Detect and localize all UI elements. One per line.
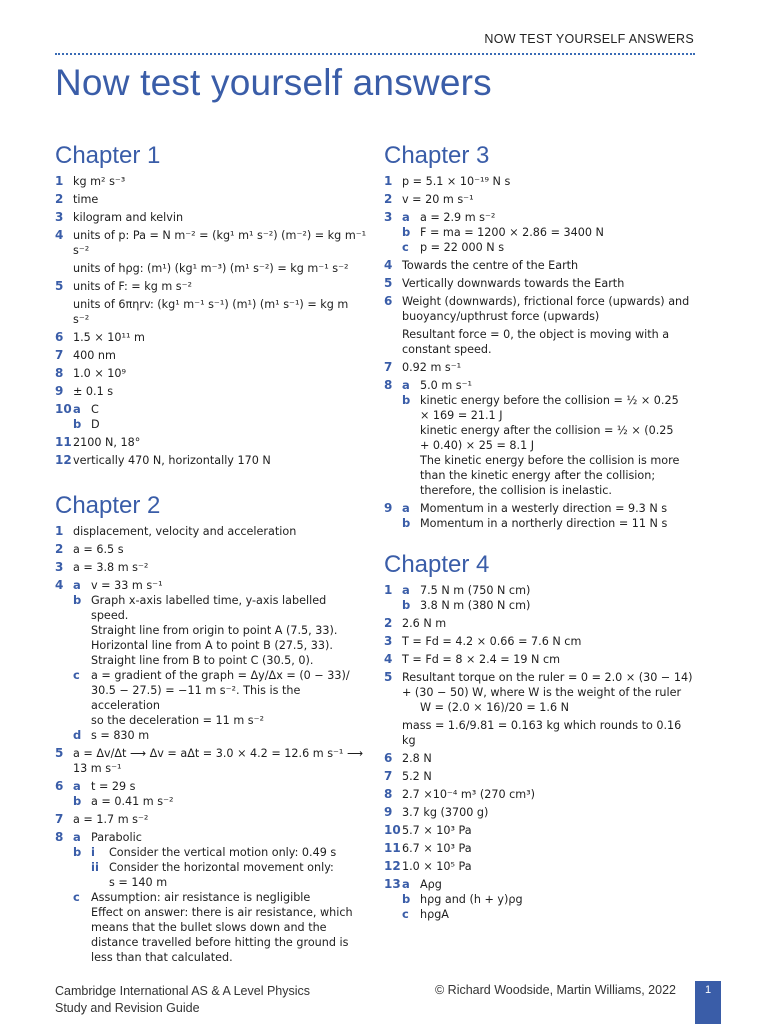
answer-text: Consider the horizontal movement only: (109, 861, 334, 874)
footer-book-title (55, 983, 310, 1017)
answer-line (55, 683, 367, 713)
footer-copyright: © Richard Woodside, Martin Williams, 2022 (434, 983, 676, 997)
answer-text: D (91, 418, 100, 431)
answer-text: + (30 − 50) W, where W is the weight of the ruler (402, 686, 682, 699)
answer-line (384, 907, 696, 922)
question-number: 3 (55, 210, 64, 224)
question-number: 8 (55, 830, 64, 844)
answer-line (384, 258, 696, 273)
part-letter: a (73, 402, 81, 416)
question-number: 4 (384, 652, 393, 666)
answer-line (55, 542, 367, 557)
part-letter: a (73, 779, 81, 793)
answer-text: means that the bullet slows down and the (91, 921, 327, 934)
answer-line (55, 779, 367, 794)
question-number: 7 (55, 348, 64, 362)
answer-text: less than that calculated. (91, 951, 233, 964)
part-letter: b (402, 598, 411, 612)
answer-text: Towards the centre of the Earth (402, 259, 579, 272)
answer-text: vertically 470 N, horizontally 170 N (73, 454, 271, 467)
answer-line (384, 276, 696, 291)
dotted-rule (55, 53, 695, 55)
answer-line (384, 174, 696, 189)
answer-line (384, 877, 696, 892)
answer-text: W = (2.0 × 16)/20 = 1.6 N (420, 701, 569, 714)
answer-text: 7.5 N m (750 N cm) (420, 584, 531, 597)
part-letter: b (73, 593, 82, 607)
answer-line (55, 812, 367, 827)
question-number: 8 (384, 787, 393, 801)
answer-line (384, 892, 696, 907)
question-number: 1 (384, 174, 393, 188)
answer-text: therefore, the collision is inelastic. (420, 484, 612, 497)
answer-line (55, 593, 367, 623)
part-letter: c (73, 890, 80, 904)
chapter-section (384, 549, 696, 922)
answer-line (55, 524, 367, 539)
part-letter: b (402, 516, 411, 530)
part-letter: c (402, 907, 409, 921)
answer-text: 30.5 − 27.5) = −11 m s⁻². This is the acceleration (91, 684, 301, 712)
answer-text: 0.92 m s⁻¹ (402, 361, 462, 374)
answer-line (384, 453, 696, 468)
answer-text: displacement, velocity and acceleration (73, 525, 297, 538)
answer-line (384, 501, 696, 516)
answer-text: 3.7 kg (3700 g) (402, 806, 489, 819)
answer-line (384, 327, 696, 342)
part-letter: d (73, 728, 82, 742)
answer-text: p = 22 000 N s (420, 241, 505, 254)
answer-text: units of F: = kg m s⁻² (73, 280, 193, 293)
answer-line (384, 670, 696, 685)
answer-text: 5.2 N (402, 770, 432, 783)
answer-text: constant speed. (402, 343, 492, 356)
answer-text: C (91, 403, 99, 416)
answer-line (55, 830, 367, 845)
answer-text: 13 m s⁻¹ (73, 762, 122, 775)
answer-text: v = 33 m s⁻¹ (91, 579, 163, 592)
answer-text: 6.7 × 10³ Pa (402, 842, 472, 855)
part-letter: a (402, 877, 410, 891)
answer-line (55, 560, 367, 575)
part-letter: c (402, 240, 409, 254)
answer-line (55, 578, 367, 593)
question-number: 9 (55, 384, 64, 398)
answer-line (384, 294, 696, 309)
answer-text: kilogram and kelvin (73, 211, 184, 224)
answer-text: 2.8 N (402, 752, 432, 765)
question-number: 1 (384, 583, 393, 597)
answer-line (384, 700, 696, 715)
question-number: 12 (55, 453, 72, 467)
answer-line (55, 228, 367, 258)
answer-line (55, 860, 367, 875)
part-letter: b (402, 892, 411, 906)
answer-line (55, 668, 367, 683)
answer-line (55, 623, 367, 638)
chapter-section (55, 140, 367, 468)
answer-text: kinetic energy after the collision = ½ × (0.25 (420, 424, 674, 437)
answer-text: Graph x-axis labelled time, y-axis labelled speed. (91, 594, 327, 622)
answer-line (55, 330, 367, 345)
answer-text: kg m² s⁻³ (73, 175, 126, 188)
answer-text: Straight line from origin to point A (7.5, 33). (91, 624, 338, 637)
answer-line (384, 616, 696, 631)
answer-line (384, 309, 696, 324)
answer-line (55, 761, 367, 776)
answer-line (55, 417, 367, 432)
answer-line (384, 583, 696, 598)
answer-text: a = 0.41 m s⁻² (91, 795, 174, 808)
answer-text: Momentum in a westerly direction = 9.3 N s (420, 502, 668, 515)
question-number: 8 (384, 378, 393, 392)
answer-line (55, 794, 367, 809)
chapter-section (55, 490, 367, 965)
answer-line (55, 638, 367, 653)
answer-line (384, 751, 696, 766)
part-letter: b (402, 393, 411, 407)
answer-line (384, 240, 696, 255)
answer-line (384, 805, 696, 820)
question-number: 11 (384, 841, 401, 855)
answer-text: 5.7 × 10³ Pa (402, 824, 472, 837)
part-letter: b (73, 417, 82, 431)
answer-line (55, 384, 367, 399)
question-number: 3 (384, 634, 393, 648)
part-letter: b (402, 225, 411, 239)
question-number: 1 (55, 174, 64, 188)
answer-line (384, 634, 696, 649)
answer-text: Consider the vertical motion only: 0.49 s (109, 846, 337, 859)
answer-text: distance travelled before hitting the ground is (91, 936, 349, 949)
answer-line (384, 516, 696, 531)
question-number: 6 (384, 751, 393, 765)
question-number: 7 (384, 769, 393, 783)
answer-text: × 169 = 21.1 J (420, 409, 503, 422)
answer-line (55, 297, 367, 327)
page-title: Now test yourself answers (55, 62, 492, 103)
answer-text: 400 nm (73, 349, 116, 362)
answer-text: a = 3.8 m s⁻² (73, 561, 149, 574)
answer-line (55, 713, 367, 728)
question-number: 3 (384, 210, 393, 224)
answer-text: a = 6.5 s (73, 543, 124, 556)
chapter-section (384, 140, 696, 531)
answer-line (384, 342, 696, 357)
answer-line (55, 348, 367, 363)
question-number: 3 (55, 560, 64, 574)
page-number: 1 (695, 981, 721, 1024)
answer-text: a = Δv/Δt ⟶ Δv = aΔt = 3.0 × 4.2 = 12.6 m s⁻¹ ⟶ (73, 747, 364, 760)
question-number: 7 (55, 812, 64, 826)
answer-text: 5.0 m s⁻¹ (420, 379, 473, 392)
answer-line (384, 685, 696, 700)
answer-line (384, 718, 696, 748)
question-number: 6 (384, 294, 393, 308)
part-letter: c (73, 668, 80, 682)
part-letter: a (402, 583, 410, 597)
footer-book-title-line2: Study and Revision Guide (55, 1001, 200, 1015)
answer-line (384, 192, 696, 207)
answer-line (55, 890, 367, 905)
answer-text: hρgA (420, 908, 449, 921)
answer-line (384, 598, 696, 613)
answer-text: Parabolic (91, 831, 142, 844)
answer-line (384, 483, 696, 498)
answer-text: s = 830 m (91, 729, 150, 742)
question-number: 10 (55, 402, 72, 416)
answer-line (384, 408, 696, 423)
answer-text: buoyancy/upthrust force (upwards) (402, 310, 600, 323)
answer-text: than the kinetic energy after the collision; (420, 469, 656, 482)
question-number: 13 (384, 877, 401, 891)
answer-text: The kinetic energy before the collision is more (420, 454, 680, 467)
answer-line (384, 652, 696, 667)
answer-line (55, 950, 367, 965)
answer-line (384, 423, 696, 438)
answer-line (55, 935, 367, 950)
question-number: 9 (384, 501, 393, 515)
answer-text: ± 0.1 s (73, 385, 114, 398)
answer-text: t = 29 s (91, 780, 136, 793)
question-number: 6 (55, 779, 64, 793)
answer-text: Horizontal line from A to point B (27.5, 33). (91, 639, 333, 652)
question-number: 5 (55, 746, 64, 760)
answer-text: Straight line from B to point C (30.5, 0). (91, 654, 314, 667)
question-number: 10 (384, 823, 401, 837)
answer-text: Weight (downwards), frictional force (upwards) and (402, 295, 690, 308)
answer-text: 2.7 ×10⁻⁴ m³ (270 cm³) (402, 788, 536, 801)
answer-text: time (73, 193, 99, 206)
answer-line (55, 366, 367, 381)
answer-line (384, 787, 696, 802)
answer-line (55, 261, 367, 276)
answer-line (55, 920, 367, 935)
answer-line (384, 210, 696, 225)
answer-text: a = 1.7 m s⁻² (73, 813, 149, 826)
answer-text: Momentum in a northerly direction = 11 N s (420, 517, 668, 530)
answer-text: units of 6πηrv: (kg¹ m⁻¹ s⁻¹) (m¹) (m¹ s⁻¹) = kg m s⁻² (73, 298, 349, 326)
answer-text: a = 2.9 m s⁻² (420, 211, 496, 224)
answer-text: 1.0 × 10⁵ Pa (402, 860, 472, 873)
answer-text: F = ma = 1200 × 2.86 = 3400 N (420, 226, 604, 239)
answer-line (55, 279, 367, 294)
answer-line (55, 435, 367, 450)
running-head: NOW TEST YOURSELF ANSWERS (484, 32, 694, 46)
answer-text: Assumption: air resistance is negligible (91, 891, 311, 904)
question-number: 1 (55, 524, 64, 538)
answer-text: hρg and (h + y)ρg (420, 893, 523, 906)
answer-text: 2.6 N m (402, 617, 447, 630)
answer-text: 1.5 × 10¹¹ m (73, 331, 145, 344)
question-number: 12 (384, 859, 401, 873)
answer-line (384, 859, 696, 874)
answer-text: T = Fd = 8 × 2.4 = 19 N cm (402, 653, 560, 666)
answer-line (384, 360, 696, 375)
chapter-heading: Chapter 3 (384, 142, 490, 169)
chapter-heading: Chapter 2 (55, 492, 161, 519)
question-number: 2 (55, 192, 64, 206)
footer-book-title-line1: Cambridge International AS & A Level Physics (55, 984, 311, 998)
answer-line (55, 905, 367, 920)
question-number: 9 (384, 805, 393, 819)
answer-line (55, 875, 367, 890)
chapter-heading: Chapter 1 (55, 142, 161, 169)
answer-line (384, 378, 696, 393)
question-number: 2 (384, 616, 393, 630)
question-number: 5 (55, 279, 64, 293)
answer-line (55, 174, 367, 189)
answer-line (55, 746, 367, 761)
answer-line (55, 845, 367, 860)
answer-line (55, 728, 367, 743)
question-number: 2 (384, 192, 393, 206)
subpart-numeral: i (91, 845, 95, 859)
answer-text: mass = 1.6/9.81 = 0.163 kg which rounds to 0.16 kg (402, 719, 682, 747)
chapter-heading: Chapter 4 (384, 551, 490, 578)
question-number: 7 (384, 360, 393, 374)
part-letter: b (73, 794, 82, 808)
answer-text: 2100 N, 18° (73, 436, 141, 449)
answer-line (384, 841, 696, 856)
question-number: 4 (55, 228, 64, 242)
answer-text: Effect on answer: there is air resistance, which (91, 906, 353, 919)
question-number: 4 (384, 258, 393, 272)
answer-line (384, 823, 696, 838)
answer-text: kinetic energy before the collision = ½ × 0.25 (420, 394, 679, 407)
question-number: 4 (55, 578, 64, 592)
answer-line (55, 453, 367, 468)
part-letter: a (73, 578, 81, 592)
answer-text: s = 140 m (109, 876, 168, 889)
answer-text: v = 20 m s⁻¹ (402, 193, 474, 206)
part-letter: b (73, 845, 82, 859)
left-column (55, 140, 367, 965)
question-number: 11 (55, 435, 72, 449)
answer-text: Vertically downwards towards the Earth (402, 277, 625, 290)
answer-line (55, 653, 367, 668)
question-number: 8 (55, 366, 64, 380)
part-letter: a (402, 378, 410, 392)
answer-text: 1.0 × 10⁹ (73, 367, 126, 380)
question-number: 6 (55, 330, 64, 344)
answer-text: Resultant force = 0, the object is moving with a (402, 328, 670, 341)
answer-line (384, 393, 696, 408)
part-letter: a (402, 501, 410, 515)
part-letter: a (402, 210, 410, 224)
answer-text: units of p: Pa = N m⁻² = (kg¹ m¹ s⁻²) (m⁻²) = kg m⁻¹ s⁻² (73, 229, 367, 257)
subpart-numeral: ii (91, 860, 99, 874)
answer-line (384, 468, 696, 483)
answer-line (384, 438, 696, 453)
question-number: 5 (384, 276, 393, 290)
question-number: 2 (55, 542, 64, 556)
answer-line (384, 225, 696, 240)
answer-line (55, 192, 367, 207)
answer-text: so the deceleration = 11 m s⁻² (91, 714, 264, 727)
answer-text: a = gradient of the graph = Δy/Δx = (0 − 33)/ (91, 669, 350, 682)
right-column (384, 140, 696, 922)
answer-line (55, 210, 367, 225)
answer-text: units of hρg: (m¹) (kg¹ m⁻³) (m¹ s⁻²) = kg m⁻¹ s⁻² (73, 262, 349, 275)
answer-line (55, 402, 367, 417)
answer-text: T = Fd = 4.2 × 0.66 = 7.6 N cm (402, 635, 582, 648)
answer-text: Resultant torque on the ruler = 0 = 2.0 × (30 − 14) (402, 671, 693, 684)
answer-text: + 0.40) × 25 = 8.1 J (420, 439, 535, 452)
part-letter: a (73, 830, 81, 844)
question-number: 5 (384, 670, 393, 684)
answer-text: p = 5.1 × 10⁻¹⁹ N s (402, 175, 511, 188)
answer-text: 3.8 N m (380 N cm) (420, 599, 531, 612)
answer-text: Aρg (420, 878, 442, 891)
answer-line (384, 769, 696, 784)
